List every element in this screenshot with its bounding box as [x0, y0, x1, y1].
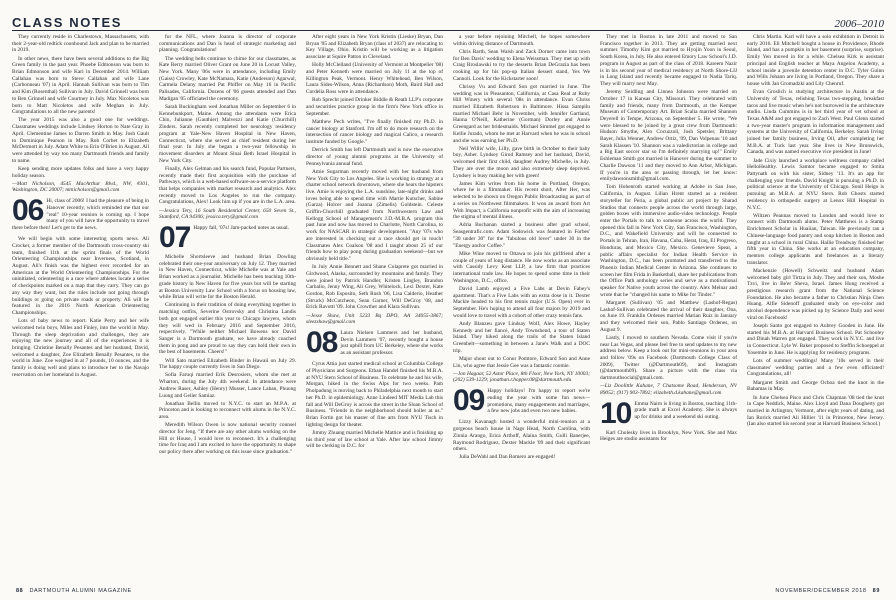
class-secretary-signature: —Matt Nicholson, 4545 MacArthur Blvd., NW, #301, Washington, DC 20007; mtnicholson@gmail.com: [12, 180, 149, 194]
note-paragraph: Michelle Shortsleeve and husband Brian Dowling celebrated their one-year anniversary on July 12. They married in New Haven, Connecticut, while Michelle was at Yale and Brian worked as a journalist. Michelle has been teaching 10th-grade history in New Haven for five years but will be starting at Boston University Law School with a focus on housing law, while Brian will write for the Boston Herald.: [159, 253, 296, 301]
note-paragraph: Margaret Smith and George Ochoa tied the knot in the Bahamas in May.: [747, 379, 884, 393]
issue-date: NOVEMBER/DECEMBER 2018: [775, 588, 867, 594]
note-paragraph: Neil Willis' wife, Lilly, gave birth in October to their baby boy, Asher. Lyndsey Girod Ramsey and her husband, David, welcomed their first child, daughter Audrey Michelle, in July. They are over the moon and also extremely sleep deprived. Lyndsey is busy making her with green!: [453, 145, 590, 179]
footer-right: [775, 588, 884, 594]
class-year-section: [159, 225, 296, 251]
note-paragraph: In June Chelsea Pisco and Chris Chapman '08 tied the knot in Cape Neddick, Maine. Alex Lloyd and Dana Dougherty got married in Arlington, Vermont, after eight years of dating, and Ian Rorick married Ali Hillier '11 in Princeton, New Jersey. (Ian also started his second year at Harvard Business School.): [747, 394, 884, 428]
note-paragraph: In other news, there have been several additions to the Big Green family in the past year. Phoebe Edmonson was born to Brian Edmonson and wife Kari in December 2014. William Callahan was born to Steve Callahan and wife Lane (Carbonneau '07) in April. Hannah Sullivan was born to Tim and Kim (Rosenthal) Sullivan in July. David Grinnell was born to Ben Grinnell and wife Courtney in July. Max Nicoletos was born to Matt Nicoletos and wife Meghan in July. Congratulations to all the new parents!: [12, 55, 149, 116]
note-paragraph: Karl Cholesky lives in Brooklyn, New York. She and Max Heiges are studio assistants for: [600, 429, 737, 443]
class-years-range: 2006–2010: [834, 18, 884, 30]
note-paragraph: Chris Martin. Karl will have a solo exhibition in Detroit in early 2016. Eli Mitchell bought a house in Providence, Rhode Island, and has a pumpkin in her basement (surprise, surprise). Emily Yen moved in for a while. Chelsea Kirk is assistant principal and English teacher at Maya Angelou Academy, a school inside a juvenile detention center in D.C. Tyler Guinn and Wills Johann are living in Portland, Oregon. They share a house with Jan Gromadzki and Lily Chenruf.: [747, 34, 884, 87]
text-column-1: [12, 34, 149, 584]
note-paragraph: Matthew Pech writes, "I've finally finished my Ph.D. in cancer biology at Stanford. I'm off to do more research on the intersection of cancer biology and magical Calico, a research institute funded by Google.": [306, 118, 443, 146]
class-secretary-signature: —Liz Doolittle Kahane, 7 Chatsome Road, Henderson, NV 89052; (917) 903-7892; elizabeth.d.kahane@gmail.com: [600, 383, 737, 397]
note-paragraph: Sarah Buckingham wed Jonathan Miller on September 6 in Kennebunkport, Maine. Among the attendants were Erica Chin, Julianne (Gauthier) Malvezzi and Katie (Churchill) Zinders. Sarah recently completed her neurology residency program at Yale-New Haven Hospital in New Haven, Connecticut, where she served as chief resident during her final year. In July she began a two-year fellowship in movement disorders at Mount Sinai Beth Israel Hospital in New York City.: [159, 104, 296, 164]
right-page-number: 89: [872, 588, 880, 594]
page-header: [12, 8, 884, 30]
note-paragraph: Lizzy Kavanagh hosted a wonderful mini-reunion at a gorgeous beach house in Nags Head, North Carolina, with Zinnia Arango, Erica Arthoff, Alaina Smith, Gulli Banerjee, Raymond Rodriguez, Dexter Mackle '09 and their significant others.: [453, 419, 590, 453]
class-year-intro: Laura Nielsen Lammers and her husband, Devin Lammers '07, recently bought a house just uphill from UC Berkeley, where she works as an assistant professor.: [340, 330, 443, 357]
header-rule: [12, 30, 884, 31]
note-paragraph: Meredith Wilson Owen is now national security counsel director for Jeng. "If there are any other alums working on the Hill or House, I would love to reconnect. It's a challenging time for Iraq and I am excited to have the opportunity to shape our policy there after working on this issue since graduation.": [159, 422, 296, 456]
note-paragraph: Cyrus Attia just started medical school at Columbia College of Physicians and Surgeons. Ethan Handel finished his M.B.A. at NYU Stern School of Business. To celebrate he and his wife, Morgan, hiked in the Swiss Alps for two weeks. Pam Pholpadung is moving back to Philadelphia next month to start her Ph.D. in epidemiology. Anne Lindeed MIT Media Lab this fall and Will DeGroy is across the street in the Sloan School of Business. "Friends in the neighborhood should holler at us." Brian Fortin got his master of fine arts from NYU Tisch in lighting design for theater.: [306, 361, 443, 428]
note-paragraph: Joseph Santo got engaged to Aubrey Gooden in June. He started his M.B.A. at Harvard Business School. Pat Schooley and Dinah Warren got engaged. They work in N.Y.C. and live in Connecticut. Lyle W. Baker proposed to Steffin Schoeppel at Yosemite in June. He is applying for residency programs.: [747, 323, 884, 356]
class-secretary-signature: —Jon Hagaar, 52 Astor Place, 8th Floor, New York, NY 10003; (202) 539-1229; jonathan.r.hopper.08@dartmouth.edu: [453, 370, 590, 384]
note-paragraph: Chris Barth, Sean Walsh and Zack Dorner came into town for Ben Davis' wedding to Elena Weissman. They met up with Craig Broslawski to try the desserts Brian DeGrazia has been cooking up for his pop-up Italian dessert stand, Yes We Cannoli. Look for the Kickstarter soon!: [453, 48, 590, 82]
note-paragraph: a year before rejoining Mitchell, he hopes somewhere within driving distance of Dartmouth.: [453, 34, 590, 47]
note-paragraph: Mike Wine moved to Ottawa to join his girlfriend after a couple of years of long distance. He now works as an associate with Cassidy Levy Kent LLP, a law firm that practices international trade law. He hopes to spend some time in their Washington, D.C., office.: [453, 250, 590, 284]
page-footer: [12, 586, 884, 596]
magazine-name: DARTMOUTH ALUMNI MAGAZINE: [29, 588, 132, 594]
note-paragraph: Derrick Smith has left Dartmouth and is now the executive director of young alumni programs at the University of Pennsylvania annual fund.: [306, 147, 443, 167]
section-title: CLASS NOTES: [12, 15, 123, 30]
note-paragraph: The year 2015 was also a good one for weddings. Classmates weddings include Lindsey Horton to Nate Gray in April. Clementine James to Darren Smith in May. Josh Gault to Dominique Pearson in May. Rob Corbet to Elizabeth McDermott in July. Adam White to Erin O'Brien in August. All were attended by way too many Dartmouth friends and family to name.: [12, 117, 149, 164]
note-paragraph: Jonathan Bellin moved to N.Y.C. to start an M.P.A. at Princeton and is looking to reconnect with alums in the N.Y.C. area.: [159, 400, 296, 421]
class-year-intro: Happy fall, '07s! Jam-packed notes as usual.: [193, 224, 289, 231]
class-year-intro: Happy holidays! I'm happy to report we're ending the year with some fun news—promotions, many engagements and marriages, a few new jobs and even two new babies.: [487, 388, 590, 415]
note-paragraph: Sofia Faruqi married Erik Desrosiers, whom she met at Wharton, during the July 4th weekend. In attendance were Andrew Raser, Ashley (Henry) Musser, Lance Laban, Phuong Luong and Geiler Samiaz.: [159, 372, 296, 399]
note-paragraph: Keep sending more updates folks and have a very happy holiday season.: [12, 165, 149, 179]
note-paragraph: Chrissy Vu and Edward Son got married in June. The wedding was in Pleasanton, California, at Casa Real at Ruby Hill Winery with several '08s in attendance. Evan Chriss married Elizabeth Robertson in Baltimore. Hissa Sampilu married Michael Behr in November, with Jennifer Gartland, Hanna O'Neill, Katherine (Gorman) Dorley and Annie Greengard as her bridesmaids. Michael Simmel got engaged to Kellie Jurado, whom he met at Harvard when he was in school and she was earning her Ph.D.: [453, 83, 590, 144]
note-paragraph: James Kim writes from his home in Portland, Oregon, where he is a filmmaker. His recent short, After Her, was selected to be shown on Oregon Public Broadcasting as part of a series on Northwest filmmakers. It won an award from Art With Impact, a California nonprofit with the aim of increasing the stigma of mental illness.: [453, 180, 590, 221]
note-paragraph: Jeremy Seidling and Linnea Johnson were married on October 17 in Kansas City, Missouri. They celebrated with family and friends, many from Dartmouth, at the Kemper Museum of Contemporary Art. Brian Scalia married Shannon Deyerell in Tempe, Arizona, on September 5. He wrote, "We were blessed to be joined by a great crew from Dartmouth: Hudson Smythe, Alex Cocuzzoli, Josh Spetsler, Brittany Bayer, Julia Wenner, Andrew Ortiz, '09, Dan Volpenau '10 and Sarah Klassen '10. Shannon was a valedictorian in college and a Big East soccer star so I'm definitely marrying up!" Emily Eshleman Smith got married in Hanover during the summer to Charlie Dawson '11 and they moved to Ann Arbor, Michigan. If you're in the area or passing through, let her know: emilydawsonsmith@gmail.com.: [600, 89, 737, 183]
note-paragraph: Major shout out to Conor Pomtore, Edward Son and Anne Lin, who agree that Jessie Gee was a fantastic roomie.: [453, 355, 590, 369]
class-year-intro: Emma Nairn is living in Boston, teaching 11th-grade math at Excel Academy. She is always up for drinks and a weekend ski outing.: [634, 400, 737, 421]
note-paragraph: Andy Blanzeu gave Lindsay Wolf, Alex Howe, Hayley Kennedy and her fiancé, Andy Townshend, a tour of Staten Island. They hiked along the trails of the Staten Island Greenbelt—something in between a Jane's Walk and a DOC trip.: [453, 320, 590, 354]
note-paragraph: David Lamb enjoyed a Five Labs at Devin Fabey's apartment. That's a Five Labs with an extra dose in it. Dexter Mackle headed to his first tennis major (U.S. Open) ever in September. He's hoping to attend all four majors by 2019 and would love to travel with a cohort of other crazy tennis fans.: [453, 285, 590, 319]
class-year-number: 08: [306, 330, 338, 359]
note-paragraph: Evan Groslich is studying architecture in Austin at the University of Texas, relishing Texas two-stepping, breakfast tacos and live music when he's not burrowed in the architecture studio. Linda Cummins is in her third year of vet school at Texas A&M and got engaged to Zach West. Paul Glenn started a two-year master's program in information management and systems at the University of California, Berkeley. Sarah Irving joined her family business, Irving Oil, after completing her M.B.A. at Tuck last year. She lives in New Brunswick, Canada, and was named executive vice president in June!: [747, 89, 884, 156]
text-column-3: [306, 34, 443, 584]
note-paragraph: Continuing in their tradition of doing everything together in matching outfits, Severine Ostrovsky and Christina Landis both got engaged earlier this year to Chicago lawyers, whom they will wed in February 2016 and September 2016, respectively. "While neither Michael Bowens nor David Sanger is a Dartmouth graduate, we have already coached them in pong and are proud to say they can hold their own in the best of basements. Cheers!": [159, 302, 296, 356]
class-year-section: [453, 388, 590, 416]
text-column-5: [600, 34, 737, 584]
note-paragraph: We will begin with some interesting sports news. Ali Crocker, a former member of the Dartmouth cross-country ski team, finished 11th at the sprint finals of the World Orienteering Championships near Inverness, Scotland, in August. Ali's finish was the highest ever recorded for an American at the World Orienteering Championships. For the uninitiated, orienteering is a race where athletes locate a series of checkpoints marked on a map that they carry. They can go any way they want, but the rules include not going through buildings or going on private roads or property. Ali will be featured in the 2016 North American Orienteering Championships.: [12, 236, 149, 316]
note-paragraph: Lots of summer weddings! Many '10s served in their classmates' wedding parties and a few even officiated! Congratulations, all!: [747, 358, 884, 378]
note-paragraph: Amie Sugarman recently moved with her husband from New York City to Los Angeles. She is working in strategy at a charter school network downtown, where she hears the hipsters live. Amie is enjoying the L.A. sunshine, late-night drinks and loves being able to spend time with Martie Kutscher, Sabine (Garza) Holcer and Joanna (Zimelis) Goldstein. Celeste Griffin-Churchill graduated from Northwestern Law and Kellogg School of Management's J.D.-M.B.A. program this past June and now has moved to Charlotte, North Carolina, to work for NASCAR in strategic development. "Any '07s who are interested in checking out a race should get in touch! Classmates Alex Coalson '08 and I taught about 25 of our friends how to play pong during graduation weekend—but we obviously held title.": [306, 168, 443, 262]
note-paragraph: Wiltzen Peannas moved to London and would love to connect with Dartmouth alums. Peter Matthews is a Stamp Enrichment Scholar in Huaiian, Taiwan. He previously ran a Chinese-language food pantry and soup kitchen in Boston and taught at a school in rural China. Hallie Treadway finished her fifth year in China. She works at an education company, mentors college applicants and freelances as a literary translator.: [747, 212, 884, 266]
class-year-intro: Hi, class of 2006! I had the pleasure of being in Hanover recently, which reminded me that our "real" 10-year reunion is coming up. I hope many of you will have the opportunity to travel there before then! Let's get to the news.: [12, 198, 149, 231]
note-paragraph: In July Annie Bennett and Shane Colaprete got married in Girdwood, Alaska, surrounded by mountains and family. They were joined by Patrick Handler, Kristen Lingley, Brandon Carbalio, Jenny Wing, Ali Grey, Whitelock, Lexi Dexter, Kate Gordon, Rob Esposito, Seth Rush '06, Lisa Calderio, Heather (Struck) McCutcheon, Sean Garner, Will DeGroy '08, and Erick Ravotti '09. John Crowther and Klara Sullivan.: [306, 264, 443, 311]
note-paragraph: Rob Sprecht joined Drinker Biddle & Reath LLP's corporate and securities practice group in the firm's New York office in September.: [306, 97, 443, 117]
class-secretary-signature: —Jessica Tery, 16 South Residential Center, 650 Seven St., Stamford, CA 94306; jessica.tery@gmail.com: [159, 207, 296, 221]
note-paragraph: Jimmy Zhuang married Michelle Mattice and is finishing up his third year of law school at Yale. After law school Jimmy will be clerking in D.C. for: [306, 429, 443, 450]
note-paragraph: Finally, Alex Gelman and his search fund, Popular Partners, recently made their first acquisition with the purchase of Pathways, which is a web-based software-as-a-service platform that helps companies with market research and analytics. Alex recently moved to Los Angeles to run the company. Congratulations, Alex! Look him up if you are in the L.A. area.: [159, 165, 296, 206]
note-paragraph: Lots of baby news to report. Katie Perry and her wife welcomed twin boys, Miles and Finley, into the world in May. Through the sleep deprivation and challenges, they are enjoying the new journey and all of the experiences it is bringing. Christine Benally Pesantes and her husband, David, welcomed a daughter, Zoe Elizabeth Benally Pesantes, to the world in June. Zoe weighed in at 7 pounds, 10 ounces, and the family is doing well and plans to introduce her to the Navajo reservation on her homeland in August.: [12, 318, 149, 378]
class-year-section: [12, 198, 149, 233]
article-columns: [12, 34, 884, 584]
class-year-number: 09: [453, 388, 485, 417]
note-paragraph: Holly McClelland (University of Vermont at Montpelier '08) and Peter Kenneth were married on July 11 at the top of Killington Peak, Vermont. Henry Whitehead, Ben Wilson, Laura Sides-Wilson, Anna (Richardson) Moth, Baird Hall and Cordelia Ross were in attendance.: [306, 62, 443, 96]
note-paragraph: Mackenzie (Howell) Schweitz and husband Adam welcomed baby girl Tirtza in July. They and their son, Moshe Tzvi, live in Be'er Sheva, Israel. James Hung received a prestigious research grant from the National Science Foundation. He also became a father to Christian Ninja Chen Huang. Alfie Sidenoff graduated study on eye-color and alcohol dependence was picked up by Science Daily and went viral on Facebook!: [747, 267, 884, 321]
text-column-6: [747, 34, 884, 584]
class-year-section: [600, 401, 737, 427]
footer-left: [12, 588, 132, 594]
note-paragraph: Julia DeWahl and Dan Romero are engaged!: [459, 454, 556, 461]
note-paragraph: Jade Cixiy launched a workplace wellness company called HelloHealthy. Lewis Samtor became engaged to Smita Pattynath on with his sister, Sidney '13. It's an app for challenging your friends. David Knight is pursuing a Ph.D. in political science at the University of Chicago. Sonil Heigo is pursuing an M.B.A. at NYU Stern. Rob Ghosts started residency in orthopedic surgery at Lenox Hill Hospital in N.Y.C.: [747, 157, 884, 211]
note-paragraph: Will Sato married Elizabeth Binder in Hawaii on July 29. The happy couple currently lives in San Diego.: [159, 357, 296, 371]
note-paragraph: Adria Buchanan started a business after grad school, Seasgentrafic.com. Adam Sodowick was featured in Forbes' "30 under 30" for the "fabulous old lover" under 30 in the "Energy and/or Coffee.": [453, 222, 590, 249]
left-page-number: 88: [16, 588, 24, 594]
text-column-2: [159, 34, 296, 584]
note-paragraph: Tom Hohenroth started working at Adobe in San Jose, California, in August. Lilian Hrent started as a resident storyteller for Peria, a global public art project by Sharad Studios that connects people across the world through large, golden boxes with immersive audio-video technology. People enter the Portals to talk to someone across the world. They opened this fall in New York City, San Francisco, Washington, D.C., and Wakefield University and will be connected to Portals in Tehran, Iran, Havana, Cuba, Herat, Iraq, El Progreso, Honduras, and Mexico City, Mexico. Genevieve Spear, a public affairs specialist for Indian Health Service in Washington, D.C., has been promoted and transferred to the Phoenix Indian Medical Center in Arizona. She continues to screen her film Frida in Basketball, share her publications from the Office Path anthology series and serve as a motivational speaker for Native youth across the country. Alex Melnar and wrote that he "changed his name to Mike for Tinder.": [600, 184, 737, 298]
text-column-4: [453, 34, 590, 584]
note-paragraph: After eight years in New York Kristin (Lieske) Bryan, Dan Bryan '05 and Elizabeth Bryan (class of 2037) are relocating to Key Village, Ohio. Kristin will be working as a litigation associate at Squire Patton in Cleveland.: [306, 34, 443, 61]
class-year-section: [306, 330, 443, 358]
note-paragraph: They met in Boston in late 2011 and moved to San Francisco together in 2013. They are getting married next summer. Timothy Kim got married to Hyojin Yoon in Seoul, South Korea, in July. He also entered Emory Law School's J.D. program in August as part of the class of 2018. Kareem Nazir is in his second year of medical residency at North Shore-LIJ in Long Island and recently became engaged to Nadia Tariq. They will marry next May.: [600, 34, 737, 87]
class-year-number: 10: [600, 400, 632, 427]
note-paragraph: for the NFL, where Joanna is director of corporate communications and Dan is head of strategic marketing and planning. Congratulations!: [159, 34, 296, 54]
note-paragraph: They currently reside in Charlestown, Massachusetts, with their 2-year-old redtick coonhound Jack and plan to be married in 2019.: [12, 34, 149, 54]
class-year-number: 07: [159, 224, 191, 251]
note-paragraph: Lastly, I moved to southern Nevada. Come visit if you're near Las Vegas, and please feel free to send updates to my new address below. Keep a look out for mini-reunions in your area and follow '09s on Facebook (Dartmouth College Class of 2009), Twitter (@Dartmouth09), and Instagram (@dartmouth09). Share a picture with the class via dartmouthsocial@gmail.com.: [600, 334, 737, 382]
class-secretary-signature: —Jesse Shaw, Unit 5233 Bq DPO, AA 34055-3867; sleezshaw@gmail.com: [306, 312, 443, 326]
note-paragraph: Margaret (Sullivan) '05 and Matthew (Lashof-Regas) Lashof-Sullivan celebrated the arrival of their daughter, Ona, on June 19. Franklin Ordenes married Marian Ruiz in January and they welcomed their son, Pablo Santiago Ordenes, on August 9.: [600, 299, 737, 333]
class-year-number: 06: [12, 198, 44, 228]
note-paragraph: The wedding bells continue to chime for our classmates, as Kate Berry married Oliver Grant on June 20 in Locust Valley, New York. Many '06s were in attendance, including Emily (Gaiss) Crowley, Kate McNamara, Katie (Anderson) Agarwal, Carmela Delany married Pat Phiffer on May 16 in Pacific Palisades, California. Dozens of '06 guests attended and Dan Madigan '05 officiated the ceremony.: [159, 55, 296, 102]
